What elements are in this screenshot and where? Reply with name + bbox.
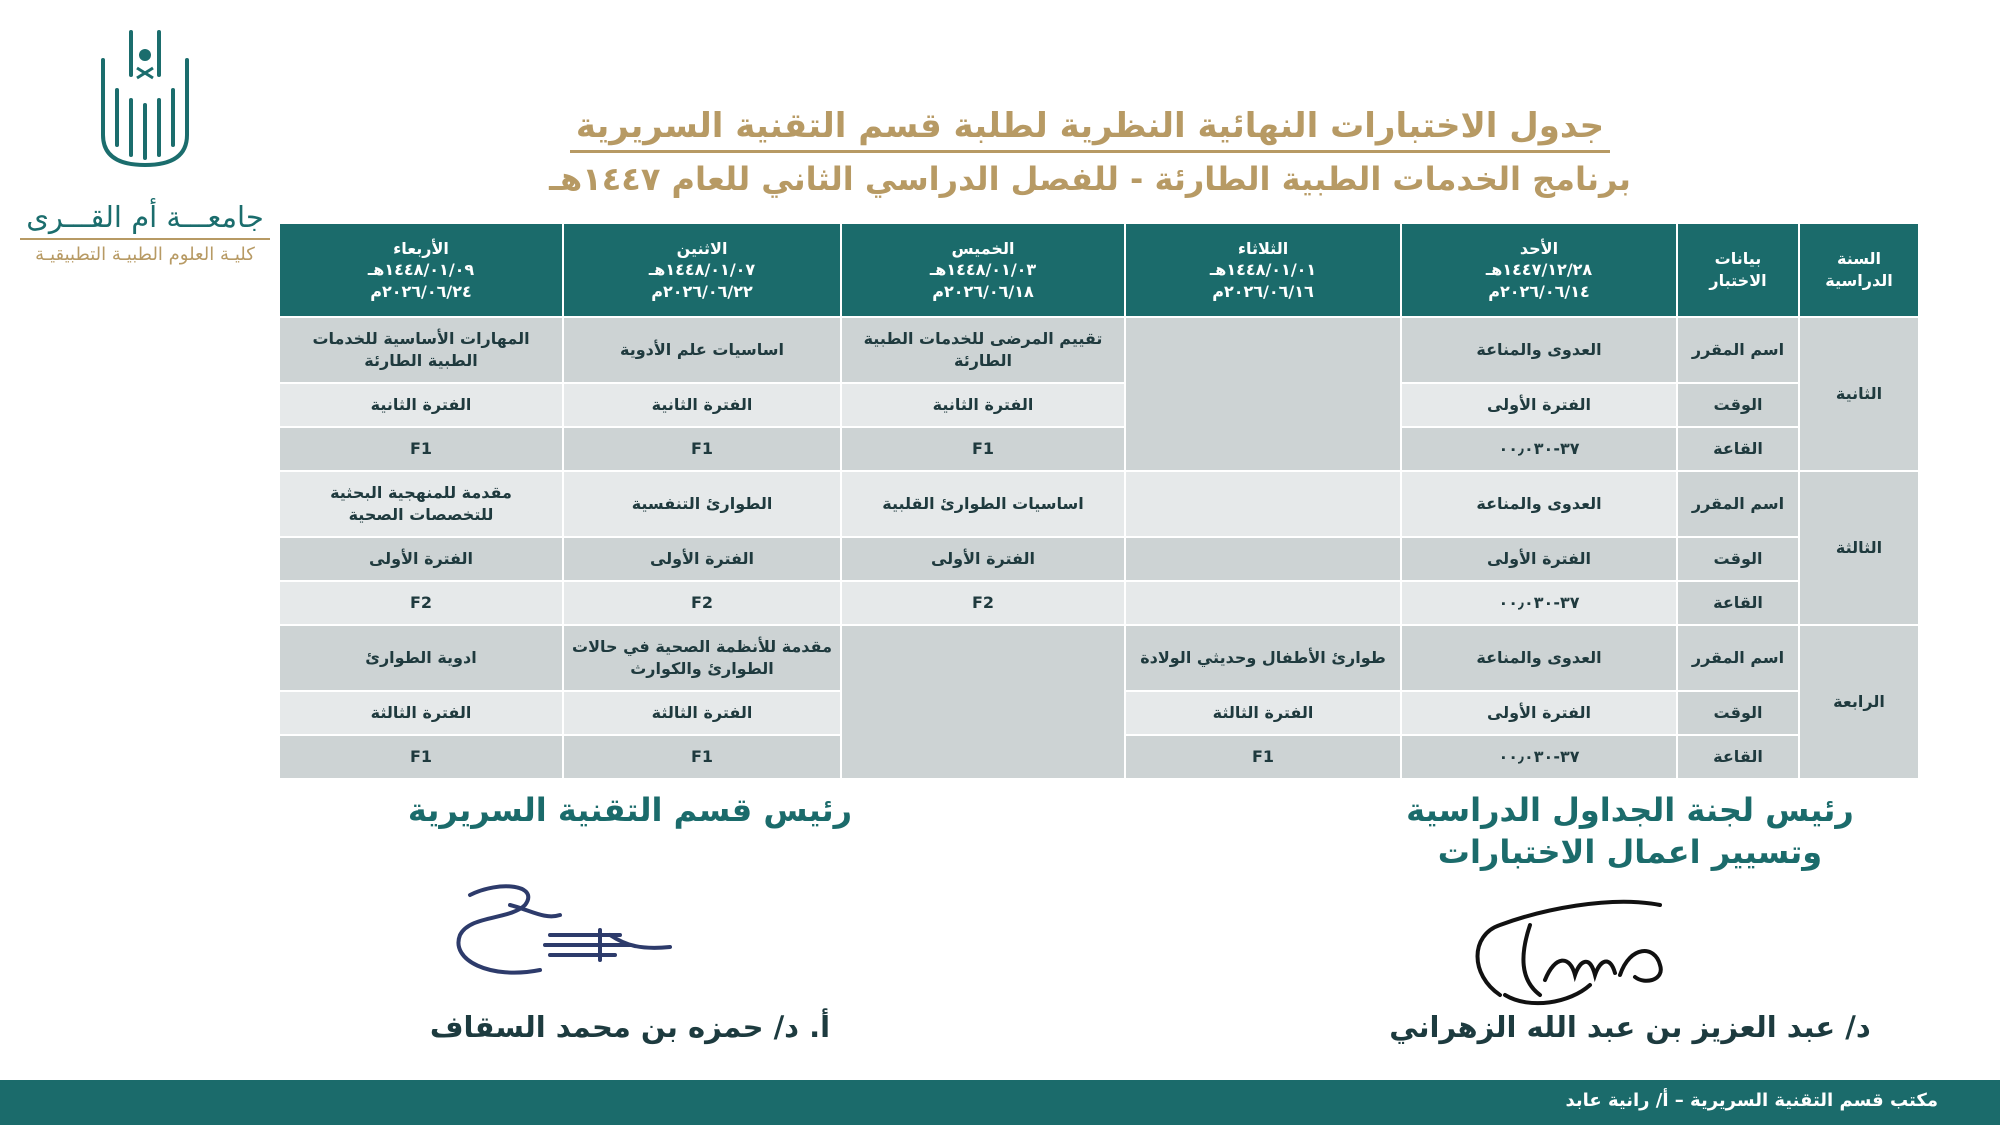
course-cell: العدوى والمناعة [1401, 471, 1677, 537]
row-label-time: الوقت [1677, 383, 1799, 427]
empty-cell [1125, 317, 1401, 471]
signatory-title: رئيس لجنة الجداول الدراسية [1406, 791, 1854, 829]
table-row [279, 427, 1919, 471]
header-year: السنة الدراسية [1799, 223, 1919, 317]
year-cell: الثالثة [1799, 471, 1919, 625]
time-cell: الفترة الثانية [841, 383, 1125, 427]
time-cell: الفترة الأولى [1401, 691, 1677, 735]
row-label-room: القاعة [1677, 427, 1799, 471]
room-cell: F1 [279, 735, 563, 779]
college-name: كليـة العلوم الطبيـة التطبيقيـة [20, 238, 270, 265]
course-cell: العدوى والمناعة [1401, 317, 1677, 383]
room-cell: F1 [279, 427, 563, 471]
table-row [279, 471, 1919, 537]
room-cell: F1 [1125, 735, 1401, 779]
university-logo [20, 20, 270, 265]
year-cell: الثانية [1799, 317, 1919, 471]
course-cell: ادوية الطوارئ [279, 625, 563, 691]
university-name: جامعـــة أم القـــرى [26, 200, 264, 234]
row-label-room: القاعة [1677, 735, 1799, 779]
room-cell: ٣٧-٠٠٫٠٣٠ [1401, 735, 1677, 779]
room-cell [1125, 581, 1401, 625]
course-cell: مقدمة للأنظمة الصحية في حالات الطوارئ والكوارث [563, 625, 841, 691]
course-cell: مقدمة للمنهجية البحثية للتخصصات الصحية [279, 471, 563, 537]
time-cell: الفترة الأولى [1401, 537, 1677, 581]
signature-block-committee [1320, 790, 1940, 1044]
signature-block-department [340, 790, 920, 1044]
footer-text: مكتب قسم التقنية السريرية – أ/ رانية عابد [1565, 1090, 1938, 1111]
time-cell: الفترة الأولى [279, 537, 563, 581]
signatory-title: رئيس قسم التقنية السريرية [407, 791, 853, 829]
course-cell: اساسيات الطوارئ القلبية [841, 471, 1125, 537]
time-cell [1125, 537, 1401, 581]
empty-cell [841, 625, 1125, 779]
course-cell: اساسيات علم الأدوية [563, 317, 841, 383]
row-label-time: الوقت [1677, 691, 1799, 735]
row-label-course: اسم المقرر [1677, 471, 1799, 537]
room-cell: F2 [563, 581, 841, 625]
room-cell: F2 [841, 581, 1125, 625]
page-title: جدول الاختبارات النهائية النظرية لطلبة قسم التقنية السريرية [520, 106, 1660, 146]
course-cell: العدوى والمناعة [1401, 625, 1677, 691]
signatory-name: د/ عبد العزيز بن عبد الله الزهراني [1389, 1010, 1871, 1044]
course-cell: طوارئ الأطفال وحديثي الولادة [1125, 625, 1401, 691]
course-cell: تقييم المرضى للخدمات الطبية الطارئة [841, 317, 1125, 383]
time-cell: الفترة الثالثة [279, 691, 563, 735]
table-row [279, 317, 1919, 383]
time-cell: الفترة الأولى [841, 537, 1125, 581]
footer-bar [0, 1080, 2000, 1125]
table-row [279, 625, 1919, 691]
handwritten-signature-icon [1460, 885, 1690, 1015]
time-cell: الفترة الأولى [563, 537, 841, 581]
signatory-name: أ. د/ حمزه بن محمد السقاف [429, 1010, 831, 1044]
row-label-room: القاعة [1677, 581, 1799, 625]
room-cell: F2 [279, 581, 563, 625]
header-day: الأحد ١٤٤٧/١٢/٢٨هـ ٢٠٢٦/٠٦/١٤م [1401, 223, 1677, 317]
header-day: الخميس ١٤٤٨/٠١/٠٣هـ ٢٠٢٦/٠٦/١٨م [841, 223, 1125, 317]
page-subtitle: برنامج الخدمات الطبية الطارئة - للفصل الدراسي الثاني للعام ١٤٤٧هـ [549, 160, 1631, 198]
course-cell: الطوارئ التنفسية [563, 471, 841, 537]
exam-schedule-table [278, 222, 1920, 780]
time-cell: الفترة الثالثة [1125, 691, 1401, 735]
room-cell: F1 [563, 735, 841, 779]
row-label-course: اسم المقرر [1677, 625, 1799, 691]
row-label-course: اسم المقرر [1677, 317, 1799, 383]
header-day: الاثنين ١٤٤٨/٠١/٠٧هـ ٢٠٢٦/٠٦/٢٢م [563, 223, 841, 317]
course-cell [1125, 471, 1401, 537]
header-day: الأربعاء ١٤٤٨/٠١/٠٩هـ ٢٠٢٦/٠٦/٢٤م [279, 223, 563, 317]
time-cell: الفترة الثانية [279, 383, 563, 427]
table-row [279, 537, 1919, 581]
room-cell: F1 [841, 427, 1125, 471]
handwritten-signature-icon [450, 875, 680, 985]
year-cell: الرابعة [1799, 625, 1919, 779]
table-row [279, 383, 1919, 427]
table-header-row [279, 223, 1919, 317]
time-cell: الفترة الثانية [563, 383, 841, 427]
time-cell: الفترة الأولى [1401, 383, 1677, 427]
table-row [279, 581, 1919, 625]
room-cell: F1 [563, 427, 841, 471]
header-info: بيانات الاختبار [1677, 223, 1799, 317]
signatory-title: وتسيير اعمال الاختبارات [1437, 832, 1823, 871]
row-label-time: الوقت [1677, 537, 1799, 581]
room-cell: ٣٧-٠٠٫٠٣٠ [1401, 427, 1677, 471]
header-day: الثلاثاء ١٤٤٨/٠١/٠١هـ ٢٠٢٦/٠٦/١٦م [1125, 223, 1401, 317]
room-cell: ٣٧-٠٠٫٠٣٠ [1401, 581, 1677, 625]
time-cell: الفترة الثالثة [563, 691, 841, 735]
university-emblem-icon [95, 20, 195, 170]
course-cell: المهارات الأساسية للخدمات الطبية الطارئة [279, 317, 563, 383]
